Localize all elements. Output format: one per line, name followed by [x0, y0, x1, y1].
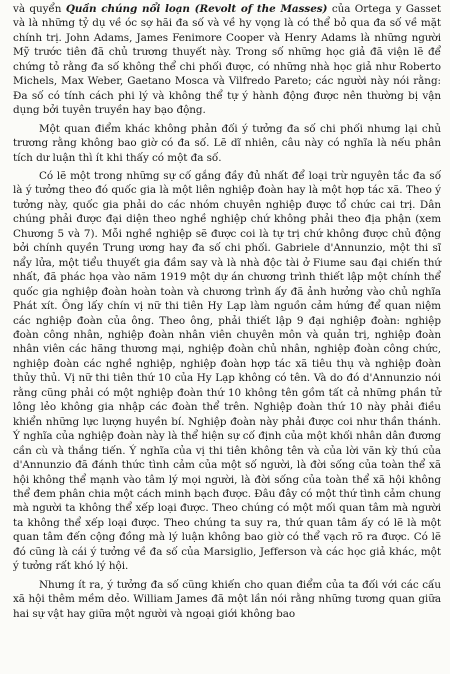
- paragraph-4: [13, 578, 441, 621]
- paragraph-2: [13, 122, 441, 165]
- paragraph-text: Nhưng ít ra, ý tưởng đa số cũng khiến cho quan điểm của ta đối với các cấu xã hội thêm mềm dẻo. William James đã một lần nói rằng những tương quan giữa hai sự vật hay giữa một người và ngoại giới không bao: [13, 578, 441, 620]
- paragraph-text: Một quan điểm khác không phản đối ý tưởng đa số chi phối nhưng lại chủ trương rằng không bao giờ có đa số. Lẽ dĩ nhiên, câu này có nghĩa là nếu phân tích dư luận thì ít khi thấy có một đa số.: [13, 122, 441, 164]
- paragraph-text: Có lẽ một trong những sự cố gắng đầy đủ nhất để loại trừ nguyên tắc đa số là ý tưởng theo đó quốc gia là một liên nghiệp đoàn hay là một hợp tác xã. Theo ý tưởng này, quốc gia phải do các nhóm chuyên nghiệp được tổ chức cai trị. Dân chúng phải được đại diện theo nghề nghiệp chứ không phải theo địa phận (xem Chương 5 và 7). Mỗi nghề nghiệp sẽ được coi là tự trị chứ không được chủ động bởi chính quyền Trung ương hay đa số chi phối. Gabriele d'Annunzio, một thi sĩ nẩy lửa, một tiểu thuyết gia đầm say và là nhà độc tài ở Fiume sau đại chiến thứ nhất, đã phác họa vào năm 1919 một dự án chương trình thiết lập một chính thể quốc gia nghiệp đoàn hoàn toàn và chương trình ấy đã ảnh hưởng vào chủ nghĩa Phát xít. Ông lấy chín vị nữ thi tiên Hy Lạp làm nguồn cảm hứng để quan niệm các nghiệp đoàn của ông. Theo ông, phải thiết lập 9 đại nghiệp đoàn: nghiệp đoàn công nhân, nghiệp đoàn nhân viên chuyên môn và quản trị, nghiệp đoàn nhân viên các hãng thương mại, nghiệp đoàn chủ nhân, nghiệp đoàn công chức, nghiệp đoàn các nghề nghiệp, nghiệp đoàn hợp tác xã tiêu thụ và nghiệp đoàn thủy thủ. Vị nữ thi tiên thứ 10 của Hy Lạp không có tên. Và do đó d'Annunzio nói rằng cũng phải có một nghiệp đoàn thứ 10 không tên gồm tất cả những phần tử lông lẻo không gia nhập các đoàn thể trên. Nghiệp đoàn thứ 10 này phải điều khiển những lực lượng huyền bí. Nghiệp đoàn này phải được coi như thần thánh. Ý nghĩa của nghiệp đoàn này là thể hiện sự cố định của một khối nhân dân đương cần cù và thắng tiến. Ý nghĩa của vị thi tiên không tên và của lời văn kỳ thú của d'Annunzio đã đánh thức tình cảm của một số người, là đời sống của toàn thể xã hội không thể mạnh vào tâm lý mọi người, là đời sống của toàn thể xã hội không thể đem phân chia một cách minh bạch được. Đâu đây có một thứ tình cảm chung mà người ta không thể xếp loại được. Theo chúng có một mối quan tâm mà người ta không thể xếp loại được. Theo chúng ta suy ra, thứ quan tâm ấy có lẽ là một quan tâm đến cộng đồng mà lý luận không bao giờ có thể vạch rõ ra được. Có lẽ đó cũng là cái ý tưởng về đa số của Marsiglio, Jefferson và các học giả khác, một ý tưởng rất khó lý hội.: [13, 169, 441, 573]
- paragraph-text: và quyển: [13, 3, 66, 15]
- paragraph-text: của Ortega y Gasset và là những tỷ dụ về óc sợ hãi đa số và về hy vọng là có thể bỏ qua đa số về mặt chính trị. John Adams, James Fenimore Cooper và Henry Adams là những người Mỹ trước tiên đã chủ trương thuyết này. Trong số những học giả đã viện lẽ để chứng tỏ rằng đa số không thể chi phối được, có những nhà học giả như Roberto Michels, Max Weber, Gaetano Mosca và Vilfredo Pareto; các người này nói rằng: Đa số có tính cách phi lý và không thể tự ý hành động được nên thường bị vận dụng bởi tuyên truyền hay bạo động.: [13, 3, 441, 117]
- paragraph-1: [13, 2, 441, 118]
- body-text: [13, 2, 441, 621]
- paragraph-3: [13, 169, 441, 574]
- book-title-text: Quần chúng nổi loạn (Revolt of the Masses): [65, 3, 328, 15]
